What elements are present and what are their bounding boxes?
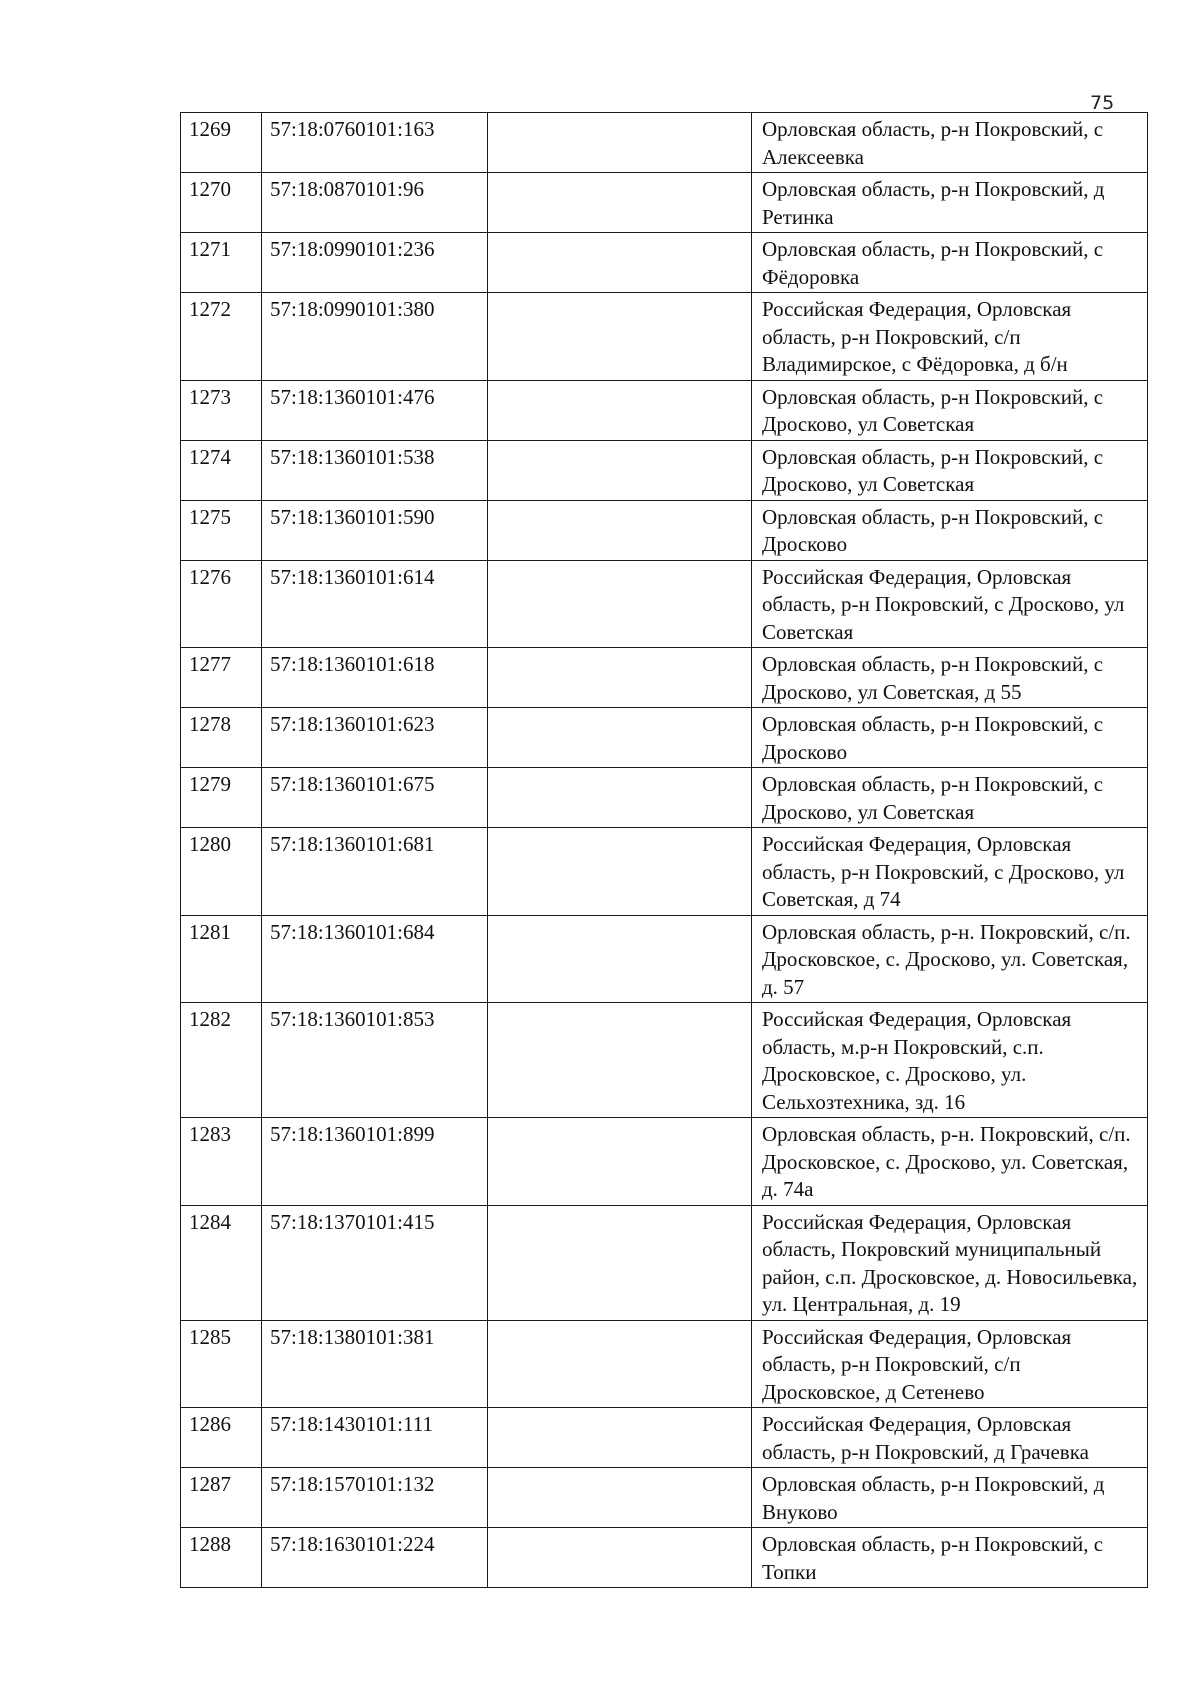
empty-cell: [488, 915, 752, 1003]
row-number-cell: 1270: [181, 173, 262, 233]
row-number-cell: 1282: [181, 1003, 262, 1118]
row-number-cell: 1281: [181, 915, 262, 1003]
cadastral-number-cell: 57:18:1360101:614: [262, 560, 488, 648]
empty-cell: [488, 113, 752, 173]
empty-cell: [488, 1468, 752, 1528]
table-row: [181, 1118, 1148, 1206]
cadastral-number-cell: 57:18:1570101:132: [262, 1468, 488, 1528]
row-number-cell: 1271: [181, 233, 262, 293]
table-row: [181, 380, 1148, 440]
table-row: [181, 1528, 1148, 1588]
cadastral-number-cell: 57:18:1360101:538: [262, 440, 488, 500]
address-cell: Орловская область, р-н. Покровский, с/п. Дросковское, с. Дросково, ул. Советская, д. 57: [752, 915, 1148, 1003]
cadastral-number-cell: 57:18:0760101:163: [262, 113, 488, 173]
cadastral-number-cell: 57:18:0990101:236: [262, 233, 488, 293]
table-row: [181, 1320, 1148, 1408]
address-cell: Орловская область, р-н. Покровский, с/п. Дросковское, с. Дросково, ул. Советская, д. 74а: [752, 1118, 1148, 1206]
address-cell: Орловская область, р-н Покровский, д Ретинка: [752, 173, 1148, 233]
row-number-cell: 1285: [181, 1320, 262, 1408]
empty-cell: [488, 440, 752, 500]
empty-cell: [488, 1320, 752, 1408]
cadastral-number-cell: 57:18:1360101:590: [262, 500, 488, 560]
address-cell: Орловская область, р-н Покровский, с Алексеевка: [752, 113, 1148, 173]
empty-cell: [488, 560, 752, 648]
empty-cell: [488, 1003, 752, 1118]
cadastral-number-cell: 57:18:1360101:618: [262, 648, 488, 708]
table-row: [181, 1003, 1148, 1118]
cadastral-number-cell: 57:18:1360101:684: [262, 915, 488, 1003]
row-number-cell: 1276: [181, 560, 262, 648]
empty-cell: [488, 380, 752, 440]
row-number-cell: 1269: [181, 113, 262, 173]
empty-cell: [488, 828, 752, 916]
table-row: [181, 233, 1148, 293]
row-number-cell: 1277: [181, 648, 262, 708]
table-body: [181, 113, 1148, 1588]
empty-cell: [488, 173, 752, 233]
address-cell: Орловская область, р-н Покровский, с Дросково: [752, 708, 1148, 768]
address-cell: Российская Федерация, Орловская область, р-н Покровский, д Грачевка: [752, 1408, 1148, 1468]
cadastral-number-cell: 57:18:1360101:675: [262, 768, 488, 828]
address-cell: Орловская область, р-н Покровский, с Топки: [752, 1528, 1148, 1588]
empty-cell: [488, 768, 752, 828]
address-cell: Орловская область, р-н Покровский, с Дросково: [752, 500, 1148, 560]
address-cell: Орловская область, р-н Покровский, с Дросково, ул Советская: [752, 380, 1148, 440]
address-cell: Российская Федерация, Орловская область, р-н Покровский, с Дросково, ул Советская, д 74: [752, 828, 1148, 916]
cadastral-number-cell: 57:18:1430101:111: [262, 1408, 488, 1468]
address-cell: Орловская область, р-н Покровский, д Внуково: [752, 1468, 1148, 1528]
table-row: [181, 560, 1148, 648]
cadastral-number-cell: 57:18:1370101:415: [262, 1205, 488, 1320]
cadastral-number-cell: 57:18:1380101:381: [262, 1320, 488, 1408]
table-row: [181, 1408, 1148, 1468]
row-number-cell: 1278: [181, 708, 262, 768]
address-cell: Российская Федерация, Орловская область, р-н Покровский, с/п Владимирское, с Фёдоровка, д б/н: [752, 293, 1148, 381]
address-cell: Российская Федерация, Орловская область, м.р-н Покровский, с.п. Дросковское, с. Дросково, ул. Сельхозтехника, зд. 16: [752, 1003, 1148, 1118]
address-cell: Орловская область, р-н Покровский, с Дросково, ул Советская, д 55: [752, 648, 1148, 708]
row-number-cell: 1287: [181, 1468, 262, 1528]
row-number-cell: 1286: [181, 1408, 262, 1468]
address-cell: Орловская область, р-н Покровский, с Дросково, ул Советская: [752, 440, 1148, 500]
table-row: [181, 708, 1148, 768]
table-row: [181, 293, 1148, 381]
table-row: [181, 113, 1148, 173]
table-row: [181, 440, 1148, 500]
row-number-cell: 1272: [181, 293, 262, 381]
cadastral-number-cell: 57:18:1360101:681: [262, 828, 488, 916]
table-row: [181, 648, 1148, 708]
row-number-cell: 1274: [181, 440, 262, 500]
table-row: [181, 768, 1148, 828]
address-cell: Российская Федерация, Орловская область, р-н Покровский, с Дросково, ул Советская: [752, 560, 1148, 648]
empty-cell: [488, 648, 752, 708]
address-cell: Российская Федерация, Орловская область, р-н Покровский, с/п Дросковское, д Сетенево: [752, 1320, 1148, 1408]
page-number: 75: [1090, 92, 1115, 114]
cadastral-number-cell: 57:18:1360101:899: [262, 1118, 488, 1206]
table-row: [181, 173, 1148, 233]
empty-cell: [488, 1408, 752, 1468]
empty-cell: [488, 708, 752, 768]
row-number-cell: 1283: [181, 1118, 262, 1206]
table-row: [181, 1468, 1148, 1528]
empty-cell: [488, 1528, 752, 1588]
cadastral-number-cell: 57:18:1360101:623: [262, 708, 488, 768]
row-number-cell: 1284: [181, 1205, 262, 1320]
land-plots-table: [180, 112, 1148, 1588]
table-row: [181, 828, 1148, 916]
address-cell: Орловская область, р-н Покровский, с Дросково, ул Советская: [752, 768, 1148, 828]
empty-cell: [488, 293, 752, 381]
cadastral-number-cell: 57:18:1360101:853: [262, 1003, 488, 1118]
row-number-cell: 1273: [181, 380, 262, 440]
address-cell: Орловская область, р-н Покровский, с Фёдоровка: [752, 233, 1148, 293]
table-row: [181, 1205, 1148, 1320]
empty-cell: [488, 1205, 752, 1320]
table-row: [181, 915, 1148, 1003]
empty-cell: [488, 233, 752, 293]
cadastral-number-cell: 57:18:1630101:224: [262, 1528, 488, 1588]
row-number-cell: 1279: [181, 768, 262, 828]
empty-cell: [488, 1118, 752, 1206]
row-number-cell: 1280: [181, 828, 262, 916]
address-cell: Российская Федерация, Орловская область, Покровский муниципальный район, с.п. Дросковское, д. Новосильевка, ул. Центральная, д. 19: [752, 1205, 1148, 1320]
cadastral-number-cell: 57:18:1360101:476: [262, 380, 488, 440]
empty-cell: [488, 500, 752, 560]
cadastral-number-cell: 57:18:0870101:96: [262, 173, 488, 233]
row-number-cell: 1288: [181, 1528, 262, 1588]
cadastral-number-cell: 57:18:0990101:380: [262, 293, 488, 381]
table-row: [181, 500, 1148, 560]
row-number-cell: 1275: [181, 500, 262, 560]
